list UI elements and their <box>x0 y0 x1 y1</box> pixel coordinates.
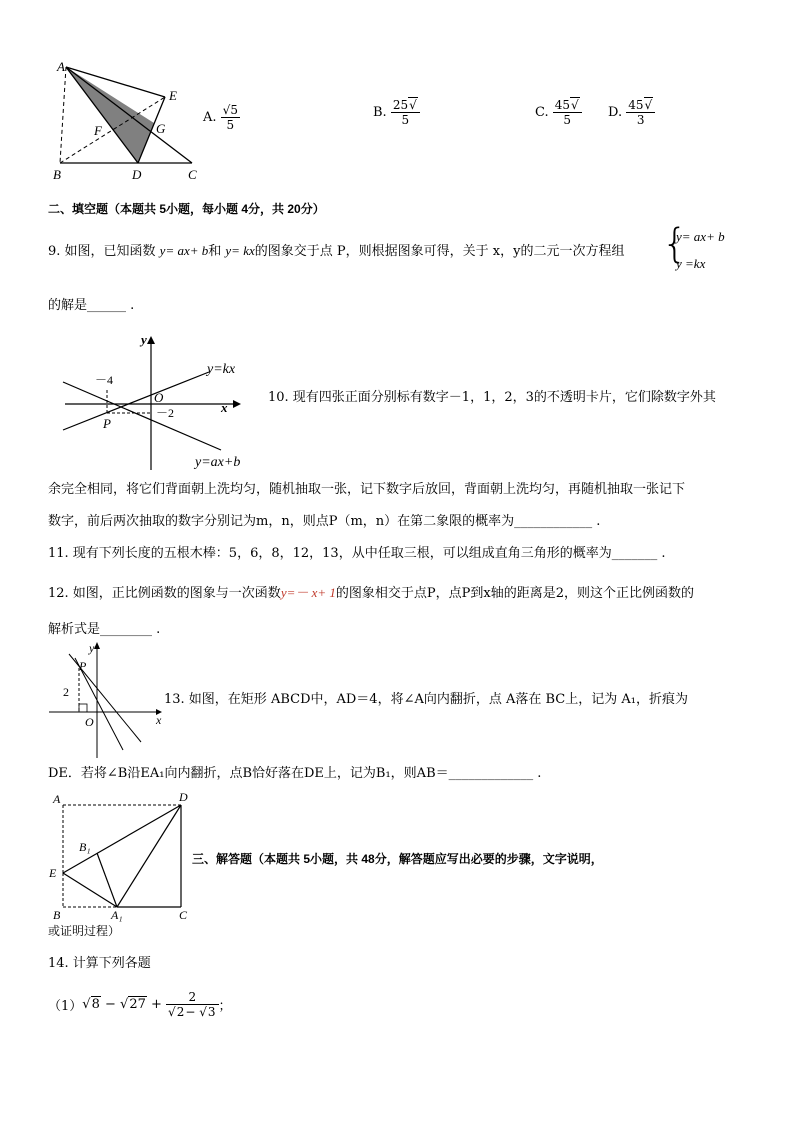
y-axis-arrow <box>147 336 155 344</box>
option-d <box>608 98 655 127</box>
label-A: A <box>53 792 61 806</box>
q14-frac-den: √2− √3 <box>168 1005 216 1019</box>
sqrt-8-radicand: 8 <box>91 997 100 1012</box>
q13-figure <box>45 787 200 922</box>
option-b <box>373 98 420 127</box>
q12-text-a: 12. 如图，正比例函数的图象与一次函数 <box>48 586 281 601</box>
q14-plus: + <box>146 997 167 1012</box>
line-kx-label: y=kx <box>207 362 236 377</box>
label-C: C <box>179 908 188 922</box>
sqrt-8: √8 <box>82 997 100 1012</box>
y-axis-arrow <box>94 642 100 649</box>
option-c-label: C. <box>535 105 549 120</box>
option-d-num <box>626 98 655 113</box>
sqrt-27: √27 <box>120 997 146 1012</box>
q10-line3: 数字，前后两次抽取的数字分别记为m，n，则点P（m，n）在第二象限的概率为____________ . <box>48 514 601 529</box>
q14-item-label: （1） <box>48 999 83 1014</box>
option-b-label: B. <box>373 105 387 120</box>
option-c-num <box>553 98 582 113</box>
q9-figure <box>55 330 265 475</box>
y-label: y <box>89 641 95 655</box>
q9-text-b: 和 <box>208 244 226 259</box>
y-axis-label: y <box>141 332 147 347</box>
label-B: B <box>53 908 61 922</box>
q10-line2: 余完全相同，将它们背面朝上洗均匀，随机抽取一张，记下数字后放回，背面朝上洗均匀，再随机抽取一张记下 <box>48 482 686 497</box>
option-c-den: 5 <box>563 113 572 127</box>
q13-line1: 13. 如图，在矩形 ABCD中，AD＝4，将∠A向内翻折，点 A落在 BC上，记为 A₁，折痕为 <box>164 692 688 707</box>
shaded-triangle <box>66 67 154 163</box>
q9-func1: y= ax+ b <box>159 243 209 258</box>
q11-text: 11. 现有下列长度的五根木棒：5，6，8，12，13，从中任取三根，可以组成直角三角形的概率为_______ . <box>48 546 666 561</box>
line-axb <box>63 372 209 430</box>
label-E: E <box>49 866 57 880</box>
q9-func2: y= kx <box>225 243 255 258</box>
q9-eq2: y =kx <box>676 256 706 271</box>
option-c-fraction <box>553 98 582 127</box>
q9-text-a: 9. 如图，已知函数 <box>48 244 160 259</box>
q9-brace: { <box>662 221 688 267</box>
q14-den-b: 3 <box>207 1005 216 1019</box>
q9-line1 <box>48 240 624 259</box>
q14-den-a: 2 <box>176 1005 185 1019</box>
label-A1: A₁ <box>111 908 123 922</box>
line-axb-label: y=ax+b <box>195 455 241 470</box>
q12-line2: 解析式是________ . <box>48 622 161 637</box>
option-a-fraction <box>221 103 240 132</box>
section3-continuation: 或证明过程） <box>48 924 121 938</box>
q9-line2: 的解是______ . <box>48 298 135 313</box>
edge-AB-dashed <box>60 67 66 163</box>
option-b-num-text: 25 <box>392 98 409 112</box>
label-B: B <box>53 167 61 182</box>
q14-item1 <box>48 990 232 1019</box>
option-d-label: D. <box>608 105 623 120</box>
label-D: D <box>179 790 188 804</box>
sqrt-27-radicand: 27 <box>129 997 146 1012</box>
point-p-label: P <box>103 416 111 431</box>
q14-minus: − <box>100 997 121 1012</box>
label-B1: B₁ <box>79 840 91 854</box>
q9-text-c: 的图象交于点 P，则根据图象可得，关于 x，y的二元一次方程组 <box>254 244 625 259</box>
right-angle-mark <box>79 704 87 712</box>
edge-B1A1 <box>97 853 117 907</box>
option-a-label: A. <box>203 110 217 125</box>
q12-line1 <box>48 582 694 601</box>
tick-minus2: －2 <box>156 406 175 420</box>
q13-line2: DE．若将∠B沿EA₁向内翻折，点B恰好落在DE上，记为B₁，则AB＝_____________ . <box>48 766 542 781</box>
option-b-sqrt: √ <box>409 98 417 112</box>
label-G: G <box>156 121 166 136</box>
q12-text-b: 的图象相交于点P，点P到x轴的距离是2，则这个正比例函数的 <box>335 586 695 601</box>
q14-tail: ； <box>218 999 232 1014</box>
option-b-den: 5 <box>401 113 410 127</box>
option-d-den: 3 <box>636 113 645 127</box>
tick-minus4: －4 <box>95 373 114 387</box>
option-a <box>203 103 240 132</box>
p-label: P <box>79 659 87 673</box>
label-E: E <box>169 88 177 103</box>
option-a-num: √5 <box>222 103 238 117</box>
edge-EA1 <box>63 873 117 907</box>
q14-title: 14. 计算下列各题 <box>48 956 151 971</box>
q8-figure <box>40 55 210 185</box>
option-c <box>535 98 582 127</box>
option-c-sqrt: √ <box>571 98 579 112</box>
label-D: D <box>132 167 142 182</box>
label-A: A <box>57 59 65 74</box>
option-c-num-text: 45 <box>554 98 571 112</box>
x-axis-label: x <box>221 400 228 415</box>
edge-DA1 <box>117 805 181 907</box>
q14-frac-num: 2 <box>166 990 218 1005</box>
q12-func: y=－ x+ 1 <box>280 585 336 600</box>
label-F: F <box>94 123 102 138</box>
origin-label: O <box>154 390 164 405</box>
option-d-fraction <box>626 98 655 127</box>
q12-figure <box>45 640 170 760</box>
q9-eq1: y= ax+ b <box>676 229 725 244</box>
q14-fraction <box>166 990 218 1019</box>
option-b-num <box>391 98 420 113</box>
o-label: O <box>85 715 94 729</box>
fold-ED <box>63 805 181 873</box>
line-kx <box>63 382 221 450</box>
section2-title: 二、填空题（本题共 5小题，每小题 4分，共 20分） <box>48 202 325 216</box>
q10-line1: 10. 现有四张正面分别标有数字－1，1，2，3的不透明卡片，它们除数字外其 <box>268 390 716 405</box>
two-label: 2 <box>63 685 69 699</box>
x-label: x <box>156 713 162 727</box>
section3-title: 三、解答题（本题共 5小题，共 48分，解答题应写出必要的步骤，文字说明， <box>192 852 603 866</box>
option-d-sqrt: √ <box>644 98 653 112</box>
option-b-fraction <box>391 98 420 127</box>
q14-den-op: − <box>185 1005 200 1019</box>
label-C: C <box>188 167 197 182</box>
option-d-num-text: 45 <box>628 98 644 112</box>
option-a-den: 5 <box>226 118 235 132</box>
x-axis-arrow <box>233 400 241 408</box>
